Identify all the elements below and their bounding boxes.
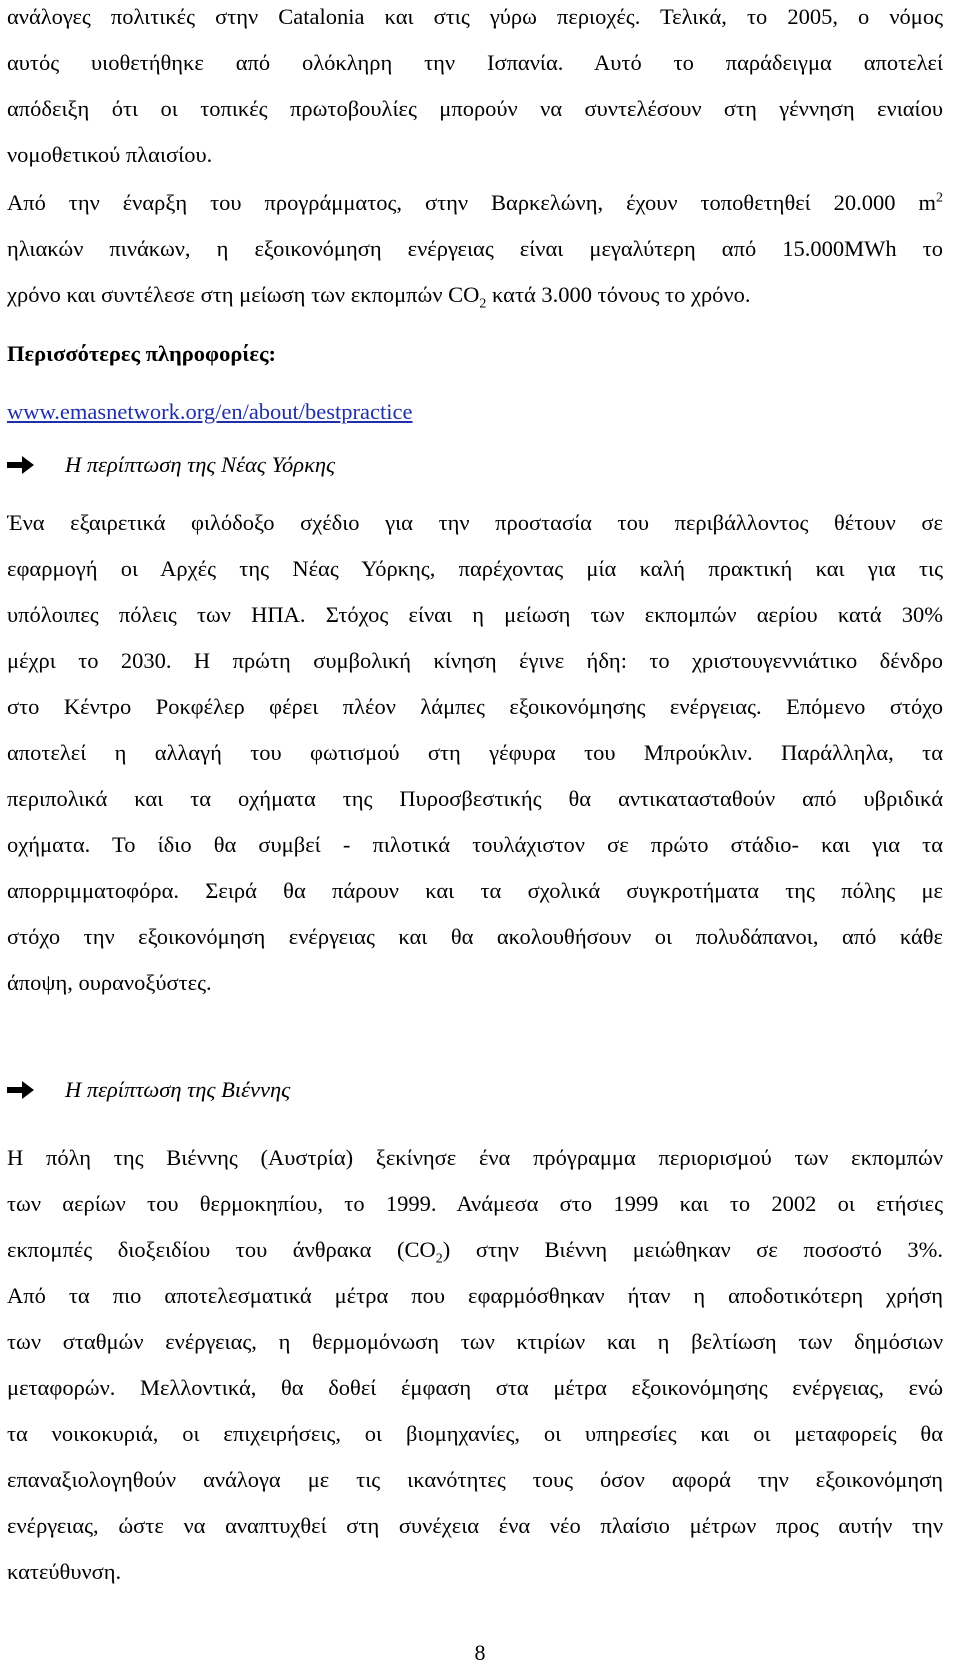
text-line: ανάλογες πολιτικές στην Catalonia και στις γύρω περιοχές. Τελικά, το 2005, ο νόμος — [7, 4, 943, 29]
text-segment: Από την έναρξη του προγράμματος, στην Βαρκελώνη, έχουν τοποθετηθεί 20.000 m — [7, 190, 936, 215]
case-heading-new-york — [7, 445, 335, 485]
text-line: ενέργειας, ώστε να αναπτυχθεί στη συνέχεια ένα νέο πλαίσιο μέτρων προς αυτήν την — [7, 1513, 943, 1538]
text-line: κατεύθυνση. — [7, 1559, 122, 1584]
text-line: οχήματα. Το ίδιο θα συμβεί - πιλοτικά τουλάχιστον σε πρώτο στάδιο- και για τα — [7, 832, 943, 857]
more-info-link-row — [7, 392, 943, 432]
text-segment: κατά 3.000 τόνους το χρόνο. — [486, 282, 751, 307]
text-line: τα νοικοκυριά, οι επιχειρήσεις, οι βιομηχανίες, οι υπηρεσίες και οι μεταφορείς θα — [7, 1421, 943, 1446]
text-line: περιπολικά και τα οχήματα της Πυροσβεστικής θα αντικατασταθούν από υβριδικά — [7, 786, 943, 811]
arrow-right-icon — [7, 455, 35, 475]
case-title: Η περίπτωση της Βιέννης — [65, 1077, 291, 1102]
text-segment: εκπομπές διοξειδίου του άνθρακα (CO — [7, 1237, 436, 1262]
paragraph-barcelona — [7, 180, 943, 318]
bestpractice-link[interactable]: www.emasnetwork.org/en/about/bestpractice — [7, 399, 413, 424]
text-line: υπόλοιπες πόλεις των ΗΠΑ. Στόχος είναι η μείωση των εκπομπών αερίου κατά 30% — [7, 602, 943, 627]
text-line: ηλιακών πινάκων, η εξοικονόμηση ενέργειας είναι μεγαλύτερη από 15.000MWh το — [7, 236, 943, 261]
case-title: Η περίπτωση της Νέας Υόρκης — [65, 452, 336, 477]
text-line: των αερίων του θερμοκηπίου, το 1999. Ανάμεσα στο 1999 και το 2002 οι ετήσιες — [7, 1191, 943, 1216]
text-line: άποψη, ουρανοξύστες. — [7, 970, 212, 995]
text-line: μέχρι το 2030. Η πρώτη συμβολική κίνηση έγινε ήδη: το χριστουγεννιάτικο δένδρο — [7, 648, 943, 673]
text-segment: ) στην Βιέννη μειώθηκαν σε ποσοστό 3%. — [442, 1237, 943, 1262]
subscript: 2 — [479, 296, 487, 312]
text-line: αυτός υιοθετήθηκε από ολόκληρη την Ισπανία. Αυτό το παράδειγμα αποτελεί — [7, 50, 943, 75]
text-line: Από τα πιο αποτελεσματικά μέτρα που εφαρμόσθηκαν ήταν η αποδοτικότερη χρήση — [7, 1283, 943, 1308]
text-line: αποτελεί η αλλαγή του φωτισμού στη γέφυρα του Μπρούκλιν. Παράλληλα, τα — [7, 740, 943, 765]
text-line: μεταφορών. Μελλοντικά, θα δοθεί έμφαση στα μέτρα εξοικονόμησης ενέργειας, ενώ — [7, 1375, 943, 1400]
text-line: Ένα εξαιρετικά φιλόδοξο σχέδιο για την προστασία του περιβάλλοντος θέτουν σε — [7, 510, 943, 535]
arrow-right-icon — [7, 1080, 35, 1100]
text-line: επαναξιολογηθούν ανάλογα με τις ικανότητες τους όσον αφορά την εξοικονόμηση — [7, 1467, 943, 1492]
text-line: εφαρμογή οι Αρχές της Νέας Υόρκης, παρέχοντας μία καλή πρακτική και για τις — [7, 556, 943, 581]
text-line: των σταθμών ενέργειας, η θερμομόνωση των κτιρίων και η βελτίωση των δημόσιων — [7, 1329, 943, 1354]
more-info-heading: Περισσότερες πληροφορίες: — [7, 341, 276, 366]
text-line: Η πόλη της Βιέννης (Αυστρία) ξεκίνησε ένα πρόγραμμα περιορισμού των εκπομπών — [7, 1145, 943, 1170]
text-line: απόδειξη ότι οι τοπικές πρωτοβουλίες μπορούν να συντελέσουν στη γέννηση ενιαίου — [7, 96, 943, 121]
text-segment: χρόνο και συντέλεσε στη μείωση των εκπομπών CO — [7, 282, 480, 307]
text-line: νομοθετικού πλαισίου. — [7, 142, 213, 167]
subscript: 2 — [435, 1251, 443, 1267]
superscript: 2 — [936, 190, 943, 206]
text-line: απορριμματοφόρα. Σειρά θα πάρουν και τα σχολικά συγκροτήματα της πόλης με — [7, 878, 943, 903]
paragraph-new-york — [7, 500, 943, 1006]
text-line — [7, 272, 943, 318]
case-heading-vienna — [7, 1070, 290, 1110]
text-line: στόχο την εξοικονόμηση ενέργειας και θα ακολουθήσουν οι πολυδάπανοι, από κάθε — [7, 924, 943, 949]
paragraph-catalonia — [7, 0, 943, 178]
paragraph-vienna — [7, 1135, 943, 1595]
text-line: στο Κέντρο Ροκφέλερ φέρει πλέον λάμπες εξοικονόμησης ενέργειας. Επόμενο στόχο — [7, 694, 943, 719]
page-number: 8 — [474, 1640, 486, 1665]
text-line — [7, 180, 943, 226]
text-line — [7, 1227, 943, 1273]
